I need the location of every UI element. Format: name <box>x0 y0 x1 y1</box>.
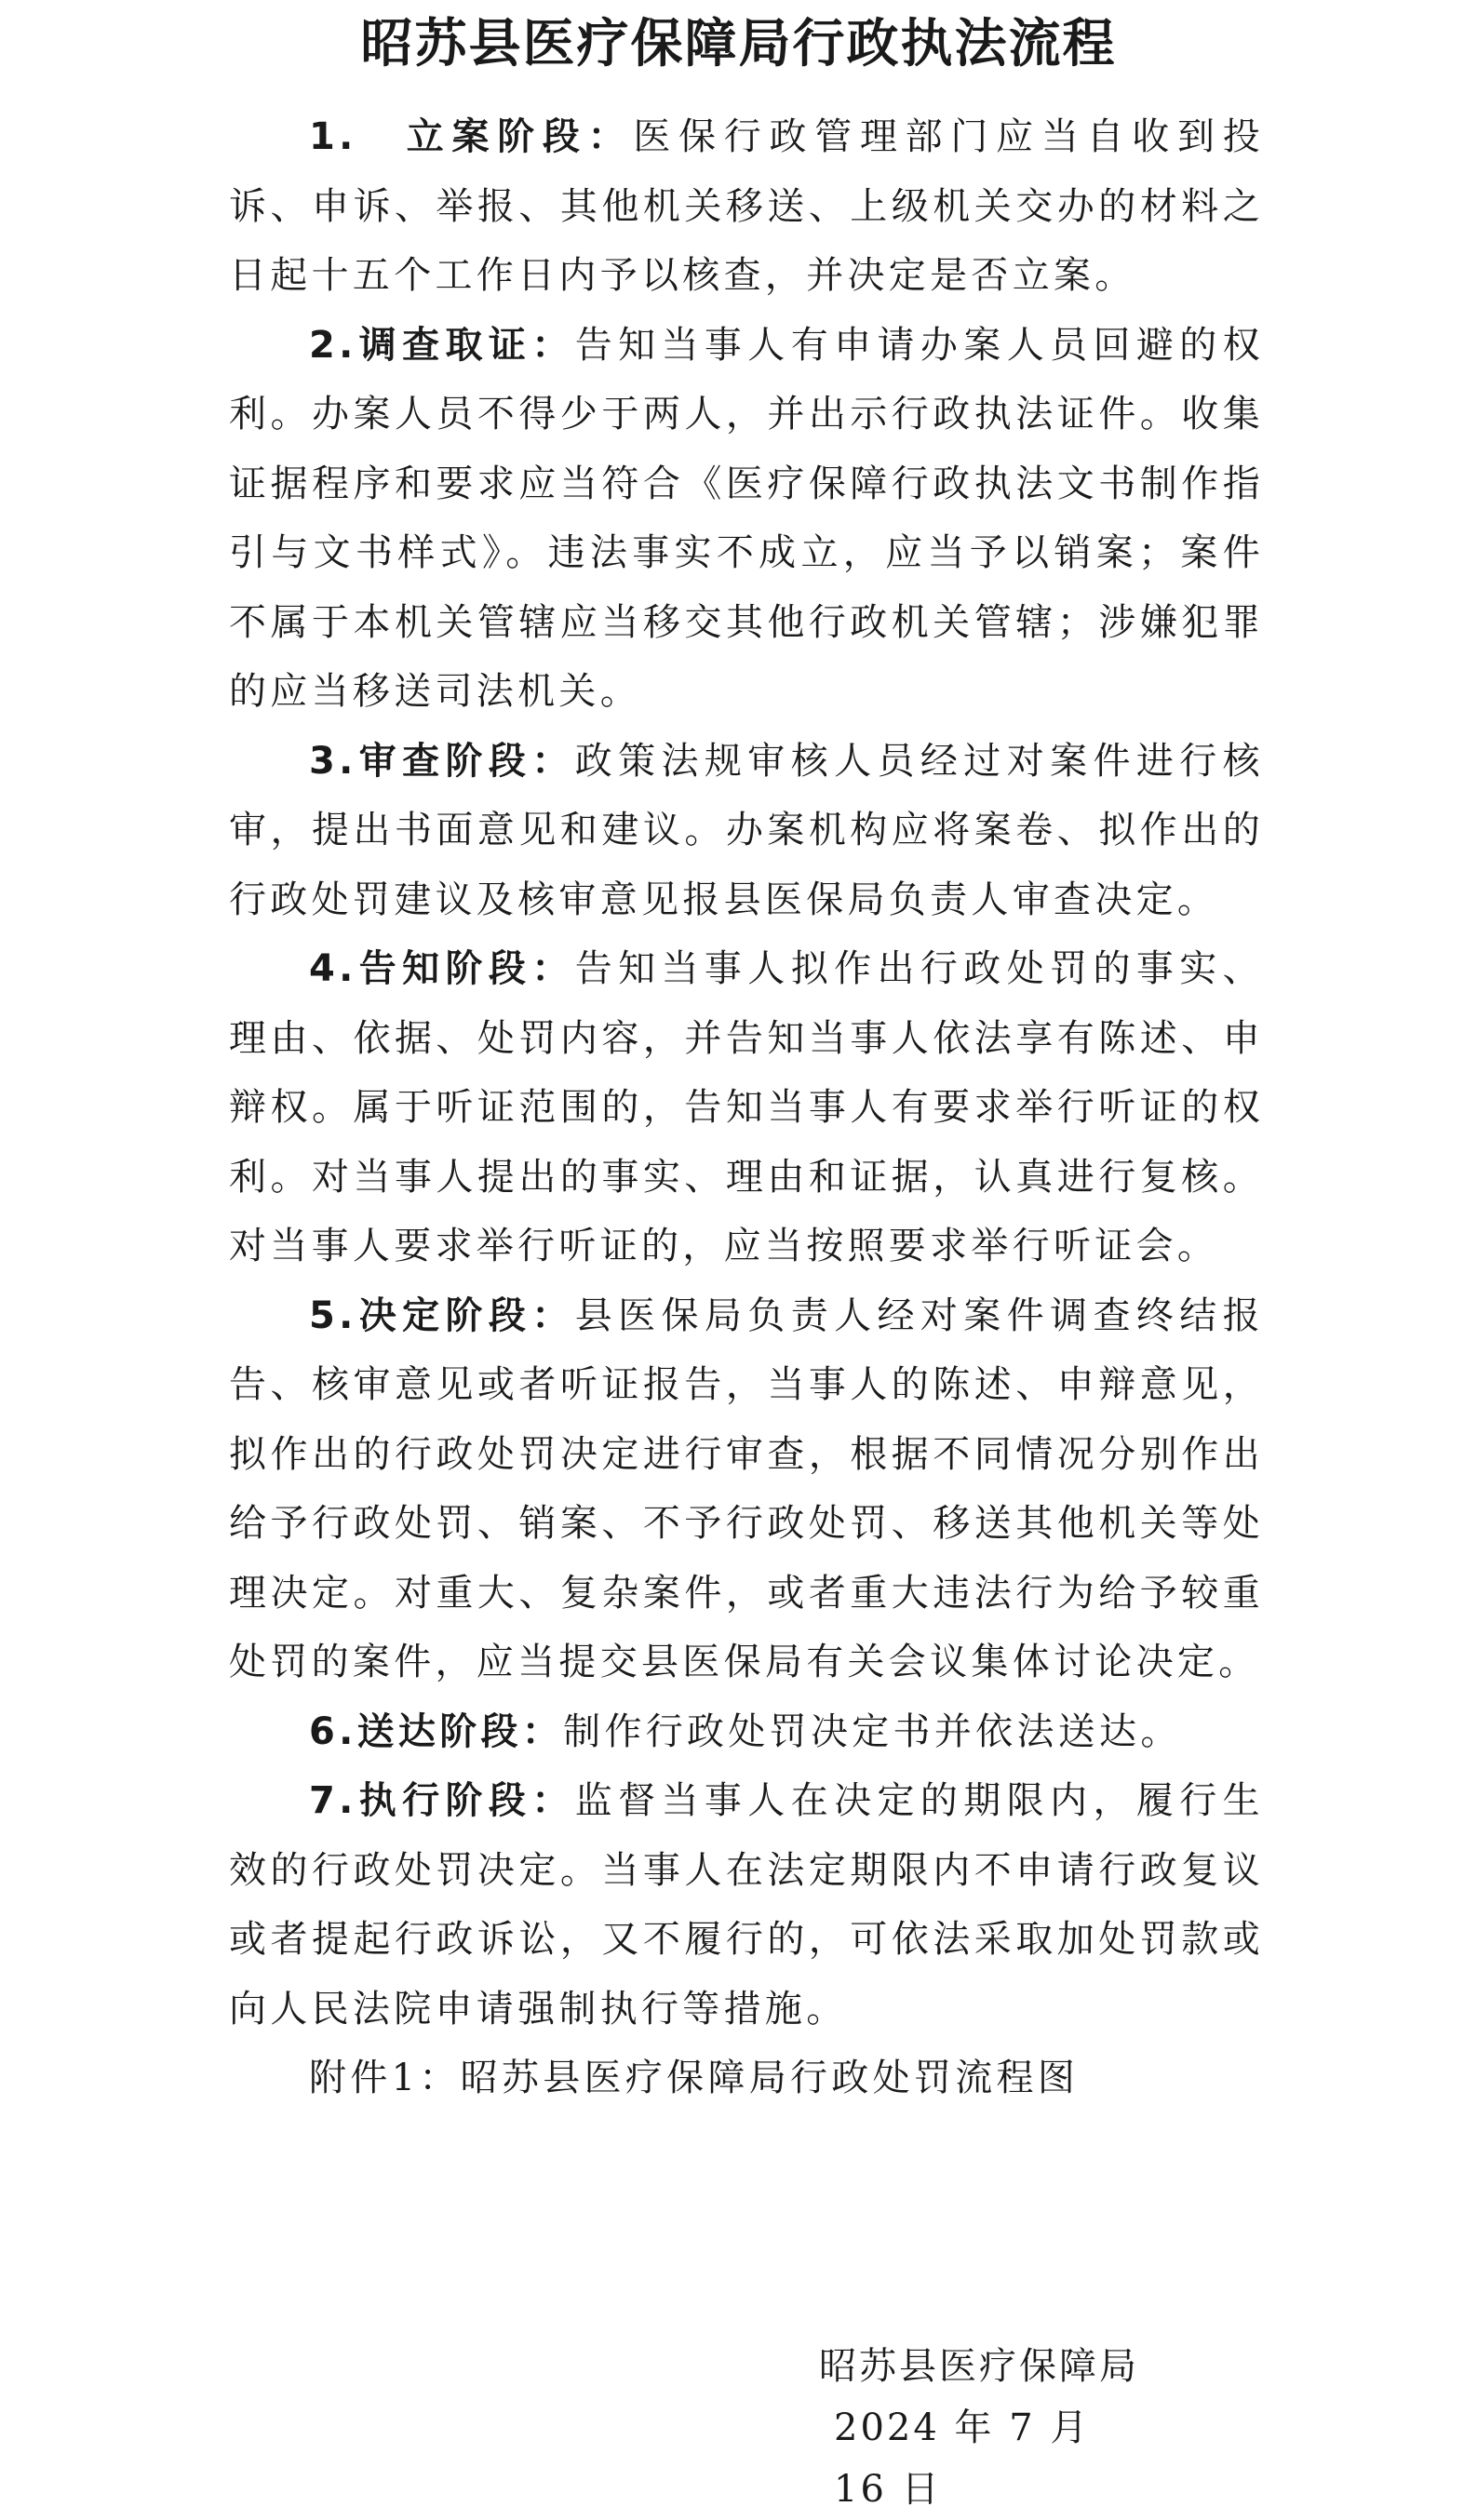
section-text: 县医保局负责人经对案件调查终结报告、核审意见或者听证报告，当事人的陈述、申辩意见，拟作出的行政处罚决定进行审查，根据不同情况分别作出给予行政处罚、销案、不予行政处罚、移送其他机关等处理决定。对重大、复杂案件，或者重大违法行为给予较重处罚的案件，应当提交县医保局有关会议集体讨论决定。 <box>229 1294 1264 1683</box>
section-label: 7.执行阶段： <box>309 1779 575 1822</box>
section-delivery <box>229 1697 1264 1767</box>
section-text: 制作行政处罚决定书并依法送达。 <box>563 1709 1182 1753</box>
section-label: 5.决定阶段： <box>309 1294 575 1337</box>
section-label: 4.告知阶段： <box>309 947 575 990</box>
attachment-note: 附件1：昭苏县医疗保障局行政处罚流程图 <box>309 2057 1080 2099</box>
section-text: 告知当事人拟作出行政处罚的事实、理由、依据、处罚内容，并告知当事人依法享有陈述、申辩权。属于听证范围的，告知当事人有要求举行听证的权利。对当事人提出的事实、理由和证据，认真进行复核。对当事人要求举行听证的，应当按照要求举行听证会。 <box>229 947 1264 1267</box>
section-investigation <box>229 311 1264 727</box>
signature-block <box>819 2336 1154 2520</box>
section-decision <box>229 1281 1264 1697</box>
issuing-organization: 昭苏县医疗保障局 <box>819 2345 1139 2388</box>
section-notification <box>229 934 1264 1281</box>
document-body <box>229 102 1264 2113</box>
section-text: 告知当事人有申请办案人员回避的权利。办案人员不得少于两人，并出示行政执法证件。收集证据程序和要求应当符合《医疗保障行政执法文书制作指引与文书样式》。违法事实不成立，应当予以销案；案件不属于本机关管辖应当移交其他行政机关管辖；涉嫌犯罪的应当移送司法机关。 <box>229 323 1264 713</box>
section-text: 政策法规审核人员经过对案件进行核审，提出书面意见和建议。办案机构应将案卷、拟作出的行政处罚建议及核审意见报县医保局负责人审查决定。 <box>229 739 1264 921</box>
section-label: 1. 立案阶段： <box>309 115 634 158</box>
section-text: 监督当事人在决定的期限内，履行生效的行政处罚决定。当事人在法定期限内不申请行政复议或者提起行政诉讼，又不履行的，可依法采取加处罚款或向人民法院申请强制执行等措施。 <box>229 1779 1264 2031</box>
document-title: 昭苏县医疗保障局行政执法流程 <box>360 14 1117 74</box>
section-label: 3.审查阶段： <box>309 739 575 783</box>
issue-date: 2024 年 7 月 16 日 <box>834 2406 1091 2511</box>
section-text: 医保行政管理部门应当自收到投诉、申诉、举报、其他机关移送、上级机关交办的材料之日起十五个工作日内予以核查，并决定是否立案。 <box>229 115 1264 297</box>
section-filing <box>229 102 1264 311</box>
section-execution <box>229 1766 1264 2044</box>
section-review <box>229 727 1264 935</box>
section-label: 6.送达阶段： <box>309 1709 564 1753</box>
section-label: 2.调查取证： <box>309 323 575 367</box>
